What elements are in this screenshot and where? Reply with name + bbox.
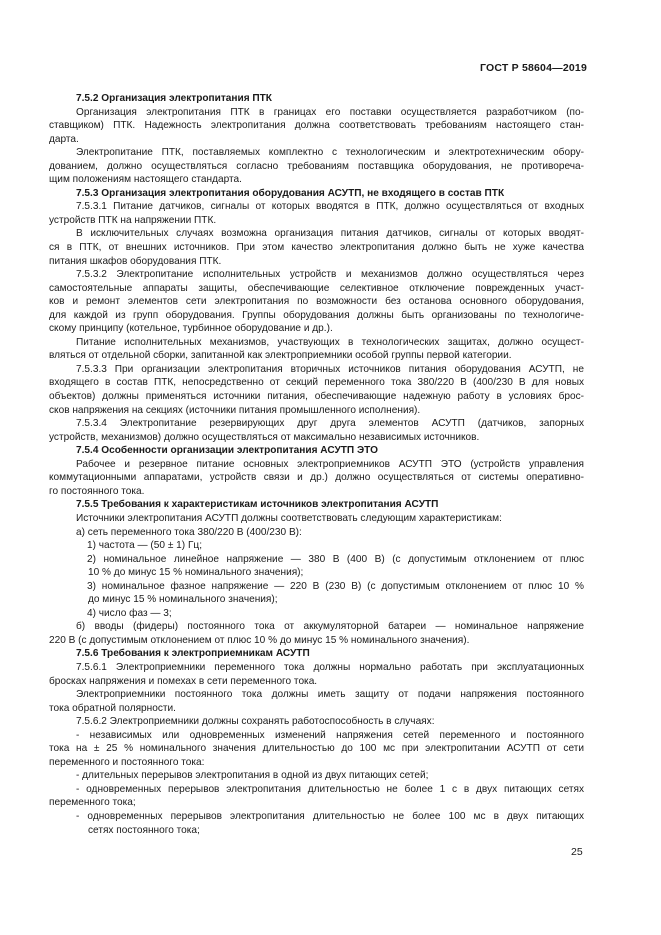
document-body bbox=[49, 92, 584, 837]
text-line: переменного и постоянного тока: bbox=[49, 756, 205, 768]
text-line: переменного тока; bbox=[49, 797, 136, 809]
text-line: 7.5.3.1 Питание датчиков, сигналы от которых вводятся в ПТК, должно осуществляться от входных bbox=[76, 201, 584, 213]
text-line: дованием, должно осуществляться согласно требованиям поставщика оборудования, не противореча- bbox=[49, 160, 584, 172]
text-line: а) сеть переменного тока 380/220 В (400/230 В): bbox=[76, 526, 302, 538]
text-line: - одновременных перерывов электропитания длительностью не более 100 мс в двух питающих bbox=[76, 810, 584, 822]
text-line: питания шкафов оборудования ПТК. bbox=[49, 255, 222, 267]
text-line: го постоянного тока. bbox=[49, 485, 145, 497]
text-line: устройств, механизмов) должно осуществляться от максимально независимых источников. bbox=[49, 431, 480, 443]
text-line: 10 % до минус 15 % номинального значения); bbox=[88, 567, 304, 579]
text-line: для каждой из групп оборудования. Группы оборудования должны быть организованы по технологиче- bbox=[49, 309, 584, 321]
text-line: вляться от отдельной сборки, запитанной как электроприемники особой группы первой категории. bbox=[49, 350, 512, 362]
text-line: 7.5.3 Организация электропитания оборудования АСУТП, не входящего в состав ПТК bbox=[76, 187, 505, 199]
text-line: Источники электропитания АСУТП должны соответствовать следующим характеристикам: bbox=[76, 512, 502, 524]
text-line: Электроприемники постоянного тока должны иметь защиту от подачи напряжения постоянного bbox=[76, 689, 584, 701]
text-line: щим положениям настоящего стандарта. bbox=[49, 174, 242, 186]
text-line: дарта. bbox=[49, 133, 79, 145]
text-line: 7.5.6 Требования к электроприемникам АСУТП bbox=[76, 648, 310, 660]
text-line: Питание исполнительных механизмов, участвующих в технологических защитах, должно осущест- bbox=[76, 336, 584, 348]
text-line: б) вводы (фидеры) постоянного тока от аккумуляторной батареи — номинальное напряжение bbox=[76, 621, 584, 633]
text-line: 7.5.3.2 Электропитание исполнительных устройств и механизмов должно осуществляться через bbox=[76, 269, 584, 281]
text-line: 2) номинальное линейное напряжение — 380 В (400 В) (с допустимым отклонением от плюс bbox=[87, 553, 584, 565]
text-line: ся в ПТК, от внешних источников. При этом качество электропитания должно быть не хуже качества bbox=[49, 242, 584, 254]
text-line: бросках напряжения и помехах в сети переменного тока. bbox=[49, 675, 318, 687]
text-line: Электропитание ПТК, поставляемых комплектно с технологическим и электротехническим обору- bbox=[76, 147, 584, 159]
text-line: ков и ремонт элементов сети электропитания по возможности без останова основного оборудования, bbox=[49, 296, 584, 308]
text-line: 4) число фаз — 3; bbox=[87, 607, 172, 619]
text-line: 7.5.6.2 Электроприемники должны сохранять работоспособность в случаях: bbox=[76, 716, 435, 728]
text-line: 7.5.3.4 Электропитание резервирующих друг друга элементов АСУТП (датчиков, запорных bbox=[76, 418, 584, 430]
text-line: 7.5.2 Организация электропитания ПТК bbox=[76, 93, 272, 104]
text-line: 1) частота — (50 ± 1) Гц; bbox=[87, 540, 202, 552]
text-line: - независимых или одновременных изменений напряжения сетей переменного и постоянного bbox=[76, 729, 584, 741]
text-line: объектов) должны применяться источники питания, обеспечивающие надежную работу в условиях брос- bbox=[49, 391, 584, 403]
text-line: устройств ПТК на напряжении ПТК. bbox=[49, 214, 217, 226]
text-line: - длительных перерывов электропитания в одной из двух питающих сетей; bbox=[76, 770, 429, 782]
text-line: до минус 15 % номинального значения); bbox=[88, 594, 278, 606]
text-line: 7.5.4 Особенности организации электропитания АСУТП ЭТО bbox=[76, 445, 378, 457]
page-number: 25 bbox=[571, 846, 583, 858]
text-line: 3) номинальное фазное напряжение — 220 В (230 В) (с допустимым отклонением от плюс 10 % bbox=[87, 580, 584, 592]
text-line: Рабочее и резервное питание основных электроприемников АСУТП ЭТО (устройств управления bbox=[76, 458, 584, 470]
text-line: скому принципу (котельное, турбинное оборудование и др.). bbox=[49, 323, 333, 335]
standard-header: ГОСТ Р 58604—2019 bbox=[479, 62, 587, 74]
text-line: сков напряжения на секциях (источники питания промышленного исполнения). bbox=[49, 404, 421, 416]
text-line: ставщиком) ПТК. Надежность электропитания должна соответствовать требованиям настоящего стан- bbox=[49, 120, 584, 132]
text-line: коммутационными аппаратами, устройств связи и др.) должно осуществляться от системы оперативно- bbox=[49, 472, 584, 484]
text-line: тока на ± 25 % номинального значения длительностью до 100 мс при электропитании АСУТП от сети bbox=[49, 743, 584, 755]
text-line: 7.5.6.1 Электроприемники переменного тока должны нормально работать при эксплуатационных bbox=[76, 661, 584, 673]
text-line: входящего в состав ПТК, непосредственно от секций переменного тока 380/220 В (400/230 В для новых bbox=[49, 377, 584, 389]
text-line: 7.5.5 Требования к характеристикам источников электропитания АСУТП bbox=[76, 499, 439, 511]
text-line: самостоятельные аппараты защиты, обеспечивающие селективное отключение поврежденных участ- bbox=[49, 282, 584, 294]
text-line: В исключительных случаях возможна организация питания датчиков, сигналы от которых вводят- bbox=[76, 228, 584, 240]
text-line: сетях постоянного тока; bbox=[88, 824, 200, 836]
text-line: тока обратной полярности. bbox=[49, 702, 176, 714]
text-line: 220 В (с допустимым отклонением от плюс 10 % до минус 15 % номинального значения). bbox=[49, 634, 470, 646]
text-line: - одновременных перерывов электропитания длительностью не более 1 с в двух питающих сетях bbox=[76, 783, 584, 795]
text-line: 7.5.3.3 При организации электропитания вторичных источников питания оборудования АСУТП, не bbox=[76, 363, 584, 375]
text-line: Организация электропитания ПТК в границах его поставки осуществляется разработчиком (по- bbox=[76, 106, 584, 118]
